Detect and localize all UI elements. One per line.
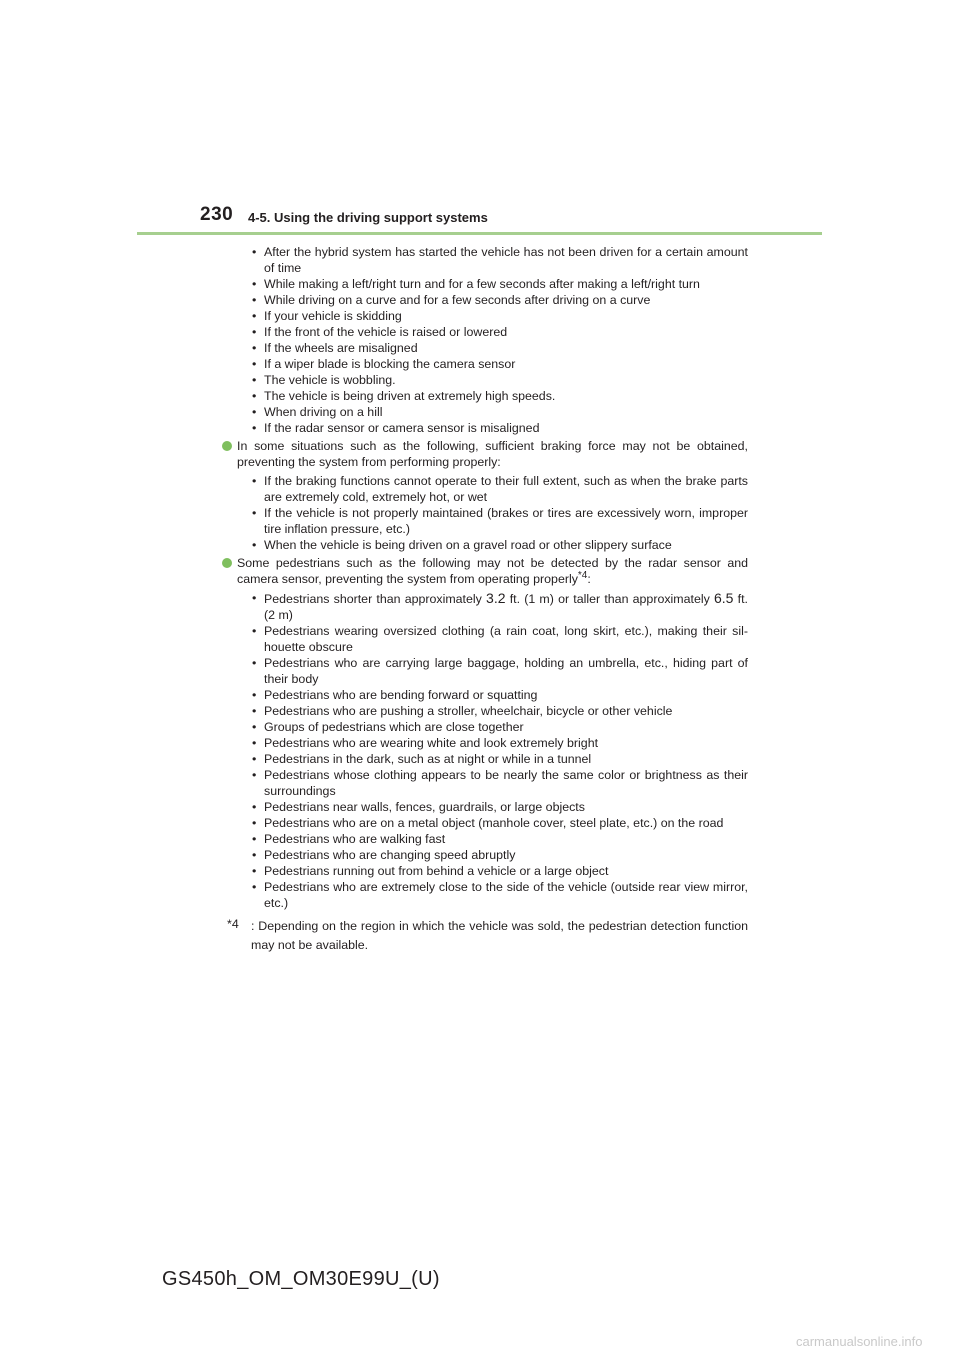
list-item: • The vehicle is wobbling. xyxy=(254,372,748,388)
list-item: • When driving on a hill xyxy=(254,404,748,420)
list-item: • Pedestrians wearing oversized clothing (a rain coat, long skirt, etc.), making their sil-houette obscure xyxy=(254,623,748,655)
text-fragment: 6.5 xyxy=(713,590,734,606)
section-title: 4-5. Using the driving support systems xyxy=(248,210,488,225)
header-rule xyxy=(137,232,822,235)
text-fragment: ft. (2 m) xyxy=(264,592,748,622)
list-item: • If the radar sensor or camera sensor is misaligned xyxy=(254,420,748,436)
list-item: • If the braking functions cannot operate to their full extent, such as when the brake parts are extremely cold, extremely hot, or wet xyxy=(254,473,748,505)
list-item: • While driving on a curve and for a few seconds after driving on a curve xyxy=(254,292,748,308)
circle-bullet-icon xyxy=(222,441,232,451)
document-code: GS450h_OM_OM30E99U_(U) xyxy=(162,1268,440,1290)
list-item: • Pedestrians who are on a metal object (manhole cover, steel plate, etc.) on the road xyxy=(254,815,748,831)
list-item: • Pedestrians whose clothing appears to be nearly the same color or brightness as their surroundings xyxy=(254,767,748,799)
list-item: • While making a left/right turn and for a few seconds after making a left/right turn xyxy=(254,276,748,292)
list-item: • Groups of pedestrians which are close together xyxy=(254,719,748,735)
list-item: • Pedestrians near walls, fences, guardrails, or large objects xyxy=(254,799,748,815)
list-item: • After the hybrid system has started the vehicle has not been driven for a certain amount of time xyxy=(254,244,748,276)
footnote-mark: *4 xyxy=(227,917,239,931)
list-item: • Pedestrians who are extremely close to the side of the vehicle (outside rear view mirror, etc.) xyxy=(254,879,748,911)
list-item: • If a wiper blade is blocking the camera sensor xyxy=(254,356,748,372)
footnote-reference: *4 xyxy=(577,569,588,581)
text-fragment: Pedestrians shorter than approximately xyxy=(264,592,487,606)
list-item: • Pedestrians who are walking fast xyxy=(254,831,748,847)
pedestrian-paragraph xyxy=(220,555,748,587)
watermark: carmanualsonline.info xyxy=(796,1334,923,1349)
list-item: • Pedestrians who are wearing white and look extremely bright xyxy=(254,735,748,751)
paragraph-text: Some pedestrians such as the following may not be detected by the radar sensor and camera sensor, preventing the system from operating properly xyxy=(237,556,748,586)
list-item xyxy=(254,590,748,623)
list-item: • Pedestrians who are pushing a stroller, wheelchair, bicycle or other vehicle xyxy=(254,703,748,719)
paragraph-text: In some situations such as the following, sufficient braking force may not be obtained, preventing the system from performing properly: xyxy=(237,439,748,469)
list-item: • Pedestrians who are bending forward or squatting xyxy=(254,687,748,703)
list-item: • When the vehicle is being driven on a gravel road or other slippery surface xyxy=(254,537,748,553)
list-item: • If your vehicle is skidding xyxy=(254,308,748,324)
list-item: • Pedestrians who are changing speed abruptly xyxy=(254,847,748,863)
list-item: • Pedestrians running out from behind a vehicle or a large object xyxy=(254,863,748,879)
footnote xyxy=(220,917,748,955)
list-item: • If the vehicle is not properly maintained (brakes or tires are excessively worn, improper tire inflation pressure, etc.) xyxy=(254,505,748,537)
condition-list xyxy=(220,244,748,436)
page-body xyxy=(220,244,748,955)
text-fragment: 3.2 xyxy=(486,590,506,606)
page-number: 230 xyxy=(200,204,234,225)
pedestrian-list xyxy=(220,590,748,911)
circle-bullet-icon xyxy=(222,558,232,568)
list-item: • If the front of the vehicle is raised or lowered xyxy=(254,324,748,340)
braking-list xyxy=(220,473,748,553)
list-item: • If the wheels are misaligned xyxy=(254,340,748,356)
text-fragment: ft. (1 m) or taller than approximately xyxy=(505,592,714,606)
list-item: • The vehicle is being driven at extremely high speeds. xyxy=(254,388,748,404)
list-item: • Pedestrians who are carrying large baggage, holding an umbrella, etc., hiding part of their body xyxy=(254,655,748,687)
paragraph-end: : xyxy=(587,572,591,586)
page-header xyxy=(0,0,960,240)
list-item: • Pedestrians in the dark, such as at night or while in a tunnel xyxy=(254,751,748,767)
footnote-text: : Depending on the region in which the vehicle was sold, the pedestrian detection function may not be available. xyxy=(251,919,748,952)
braking-force-paragraph xyxy=(220,438,748,470)
